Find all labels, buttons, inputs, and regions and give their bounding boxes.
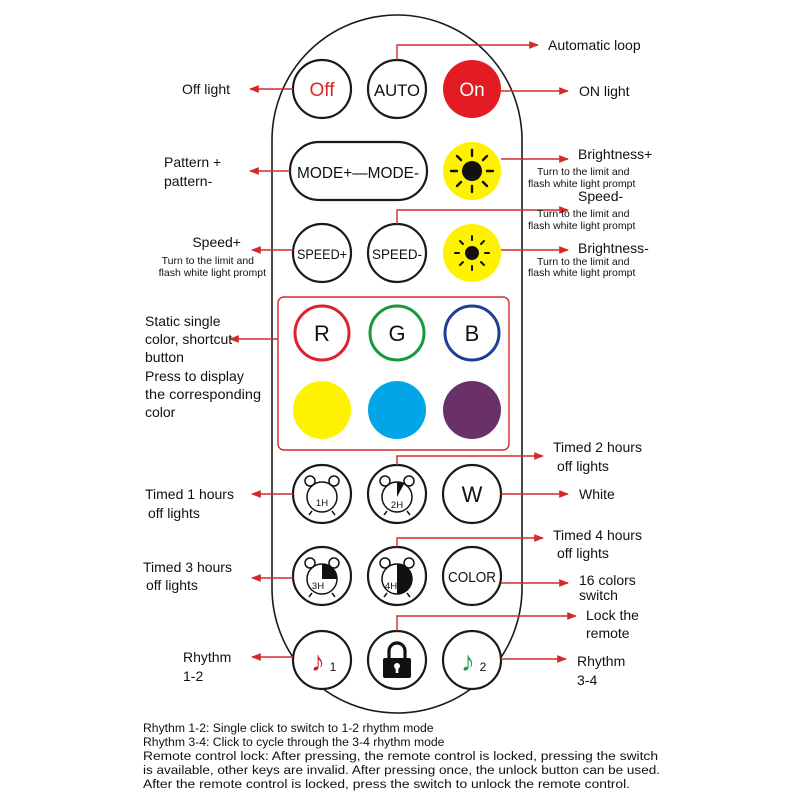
notes bbox=[143, 721, 660, 791]
speed-minus-button[interactable] bbox=[368, 224, 426, 282]
label-speed-plus: Speed+ bbox=[192, 234, 241, 250]
rhythm-3-4-button[interactable] bbox=[443, 631, 501, 689]
auto-button-label: AUTO bbox=[374, 81, 420, 100]
timer-4h-button[interactable] bbox=[368, 547, 426, 605]
timer-4h-label: 4H bbox=[384, 581, 398, 592]
blue-button-label: B bbox=[464, 321, 480, 346]
label-static-6: color bbox=[145, 404, 176, 420]
label-rhythm-1-2-2: 1-2 bbox=[183, 668, 204, 684]
note-speed-plus-2: flash white light prompt bbox=[158, 267, 266, 279]
label-timed-1h-1: Timed 1 hours bbox=[145, 486, 234, 502]
timer-1h-button[interactable] bbox=[293, 465, 351, 523]
lock-button[interactable] bbox=[368, 631, 426, 689]
on-button-label: On bbox=[459, 80, 485, 101]
blue-button[interactable] bbox=[445, 306, 499, 360]
label-16-colors-1: 16 colors bbox=[579, 572, 636, 588]
label-pattern-2: pattern- bbox=[164, 173, 213, 189]
brightness-minus-button[interactable] bbox=[443, 224, 501, 282]
note-line: is available, other keys are invalid. After pressing once, the unlock button can be used. bbox=[143, 763, 660, 777]
note-brightness-plus-1: Turn to the limit and bbox=[537, 166, 630, 178]
timer-2h-label: 2H bbox=[390, 500, 404, 511]
label-static-2: color, shortcut bbox=[145, 331, 233, 347]
label-rhythm-3-4-1: Rhythm bbox=[577, 653, 626, 669]
label-off-light: Off light bbox=[182, 81, 230, 97]
purple-swatch-button[interactable] bbox=[443, 381, 501, 439]
note-brightness-minus-2: flash white light prompt bbox=[528, 267, 636, 279]
label-16-colors-2: switch bbox=[579, 587, 618, 603]
cyan-swatch-button[interactable] bbox=[368, 381, 426, 439]
note-brightness-minus-1: Turn to the limit and bbox=[537, 256, 630, 268]
music-note-red-icon: ♪ bbox=[311, 646, 325, 677]
label-timed-1h-2: off lights bbox=[148, 505, 200, 521]
label-rhythm-1-2-1: Rhythm bbox=[183, 649, 232, 665]
label-timed-2h-1: Timed 2 hours bbox=[553, 439, 642, 455]
music-note-green-icon: ♪ bbox=[461, 646, 475, 677]
white-button-label: W bbox=[461, 482, 483, 507]
label-brightness-plus: Brightness+ bbox=[578, 146, 653, 162]
label-rhythm-3-4-2: 3-4 bbox=[577, 672, 598, 688]
note-speed-minus-1: Turn to the limit and bbox=[537, 208, 630, 220]
green-button-label: G bbox=[388, 321, 406, 346]
rhythm-2-label: 2 bbox=[479, 660, 487, 674]
label-timed-4h-1: Timed 4 hours bbox=[553, 527, 642, 543]
label-static-4: Press to display bbox=[145, 368, 244, 384]
red-button[interactable] bbox=[295, 306, 349, 360]
brightness-plus-button[interactable] bbox=[443, 142, 501, 200]
on-button[interactable] bbox=[443, 60, 501, 118]
auto-button[interactable] bbox=[368, 60, 426, 118]
label-pattern-1: Pattern + bbox=[164, 154, 222, 170]
red-button-label: R bbox=[314, 321, 330, 346]
speed-plus-button-label: SPEED+ bbox=[297, 246, 347, 262]
note-speed-plus-1: Turn to the limit and bbox=[161, 255, 254, 267]
speed-plus-button[interactable] bbox=[293, 224, 351, 282]
label-static-3: button bbox=[145, 349, 184, 365]
yellow-swatch-button[interactable] bbox=[293, 381, 351, 439]
note-line: Rhythm 3-4: Click to cycle through the 3-4 rhythm mode bbox=[143, 735, 445, 749]
off-button-label: Off bbox=[309, 80, 335, 101]
green-button[interactable] bbox=[370, 306, 424, 360]
note-brightness-plus-2: flash white light prompt bbox=[528, 178, 636, 190]
color-button[interactable] bbox=[443, 547, 501, 605]
color-button-label: COLOR bbox=[448, 569, 497, 586]
off-button[interactable] bbox=[293, 60, 351, 118]
label-timed-4h-2: off lights bbox=[557, 545, 609, 561]
mode-button-label: MODE+—MODE- bbox=[297, 165, 419, 182]
timer-2h-button[interactable] bbox=[368, 465, 426, 523]
mode-button[interactable] bbox=[290, 142, 427, 200]
speed-minus-button-label: SPEED- bbox=[372, 246, 423, 262]
timer-1h-label: 1H bbox=[315, 498, 329, 509]
label-timed-3h-1: Timed 3 hours bbox=[143, 559, 232, 575]
label-static-1: Static single bbox=[145, 313, 221, 329]
label-automatic-loop: Automatic loop bbox=[548, 37, 641, 53]
note-speed-minus-2: flash white light prompt bbox=[528, 220, 636, 232]
white-button[interactable] bbox=[443, 465, 501, 523]
rhythm-1-2-button[interactable] bbox=[293, 631, 351, 689]
label-static-5: the corresponding bbox=[145, 386, 261, 402]
note-line: Rhythm 1-2: Single click to switch to 1-2 rhythm mode bbox=[143, 721, 434, 735]
note-line: Remote control lock: After pressing, the remote control is locked, pressing the switch bbox=[143, 749, 658, 763]
label-white: White bbox=[579, 486, 615, 502]
note-line: After the remote control is locked, press the switch to unlock the remote control. bbox=[143, 777, 630, 791]
label-brightness-minus: Brightness- bbox=[578, 240, 649, 256]
remote-body bbox=[272, 15, 522, 713]
timer-3h-label: 3H bbox=[311, 581, 325, 592]
label-lock-1: Lock the bbox=[586, 607, 639, 623]
label-timed-2h-2: off lights bbox=[557, 458, 609, 474]
label-timed-3h-2: off lights bbox=[146, 577, 198, 593]
timer-3h-button[interactable] bbox=[293, 547, 351, 605]
label-on-light: ON light bbox=[579, 83, 630, 99]
rhythm-1-label: 1 bbox=[329, 660, 337, 674]
label-lock-2: remote bbox=[586, 625, 630, 641]
label-speed-minus: Speed- bbox=[578, 188, 624, 204]
